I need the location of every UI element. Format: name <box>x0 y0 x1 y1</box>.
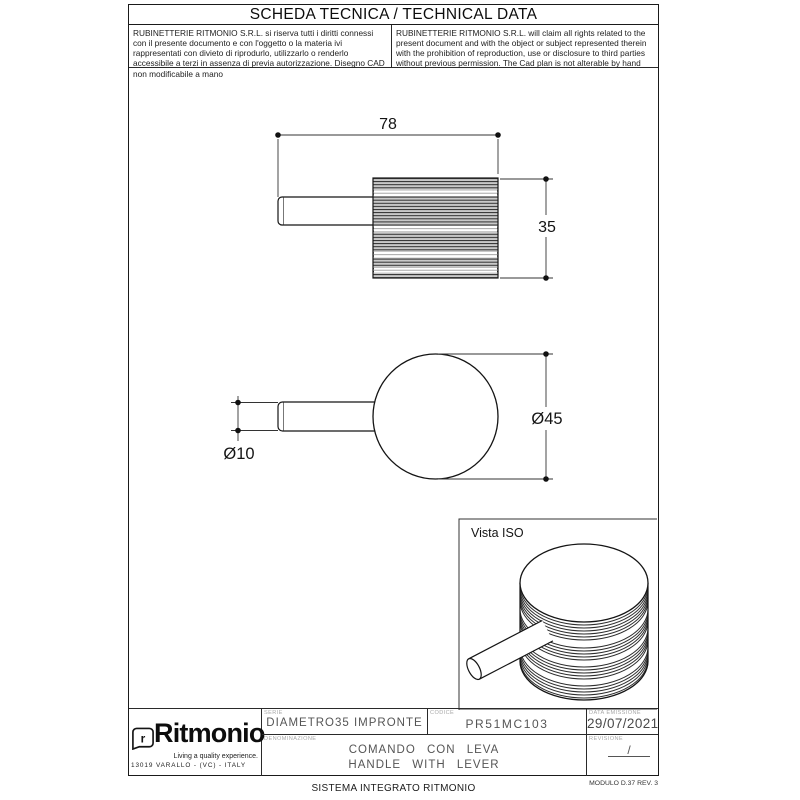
revisione-value: / <box>608 744 650 757</box>
drawing-frame <box>128 4 659 776</box>
revisione-label: REVISIONE <box>589 736 624 742</box>
codice-cell <box>428 709 587 735</box>
svg-text:r: r <box>140 731 146 746</box>
denominazione-line1: COMANDO CON LEVA <box>348 744 500 756</box>
dimension-78-label: 78 <box>379 116 397 133</box>
brand-address: 13019 VARALLO - (VC) - ITALY <box>131 762 247 769</box>
dim-dot <box>495 132 501 138</box>
ritmonio-logo-icon <box>132 727 154 750</box>
technical-drawing <box>129 67 657 710</box>
footer-module-text: MODULO D.37 REV. 3 <box>589 780 658 787</box>
side-view <box>275 116 556 281</box>
brand-wordmark: Ritmonio <box>154 718 265 748</box>
title-block <box>129 708 658 775</box>
data-emissione-label: DATA EMISSIONE <box>589 710 642 716</box>
top-view <box>223 351 562 482</box>
disclaimer-row <box>129 25 658 79</box>
codice-value: PR51MC103 <box>465 717 549 731</box>
data-emissione-value: 29/07/2021 <box>587 716 659 731</box>
data-emissione-cell <box>587 709 658 735</box>
footer-system-text: SISTEMA INTEGRATO RITMONIO <box>311 783 476 794</box>
dim-dot <box>275 132 281 138</box>
knurled-body-side <box>373 178 498 278</box>
serie-cell <box>262 709 428 735</box>
dimension-35-label: 35 <box>538 219 556 236</box>
logo-cell <box>129 709 265 776</box>
serie-label: SERIE <box>264 710 283 716</box>
serie-value: DIAMETRO35 IMPRONTE <box>266 717 423 729</box>
denominazione-cell <box>262 735 587 776</box>
denominazione-label: DENOMINAZIONE <box>264 736 317 742</box>
codice-label: CODICE <box>430 710 455 716</box>
denominazione-line2: HANDLE WITH LEVER <box>348 759 500 771</box>
dimension-d45-label: Ø45 <box>531 410 563 428</box>
iso-top-face <box>520 544 648 622</box>
lever-top <box>278 402 388 431</box>
knob-circle <box>373 354 498 479</box>
disclaimer-english: RUBINETTERIE RITMONIO S.R.L. will claim all rights related to the present document and with the object or subject represented therein with the prohibition of reproduction, use or disclosure to third parties without previous permission. The Cad plan is not alterable by hand <box>396 28 647 69</box>
iso-view-label: Vista ISO <box>471 526 524 540</box>
lever-side <box>278 197 378 225</box>
sheet-title: SCHEDA TECNICA / TECHNICAL DATA <box>249 5 538 23</box>
disclaimer-italian: RUBINETTERIE RITMONIO S.R.L. si riserva tutti i diritti connessi con il presente documento e con l'oggetto o la materia ivi rappresentati con divieto di riprodurlo, utilizzarlo o renderlo accessibile a terzi in assenza di previa autorizzazione. Disegno CAD non modificabile a mano <box>129 25 392 67</box>
iso-view <box>459 519 657 710</box>
revisione-cell <box>587 735 658 776</box>
brand-tagline: Living a quality experience. <box>173 753 258 760</box>
dimension-d10-label: Ø10 <box>223 445 255 463</box>
sheet-title-bar <box>129 5 658 25</box>
